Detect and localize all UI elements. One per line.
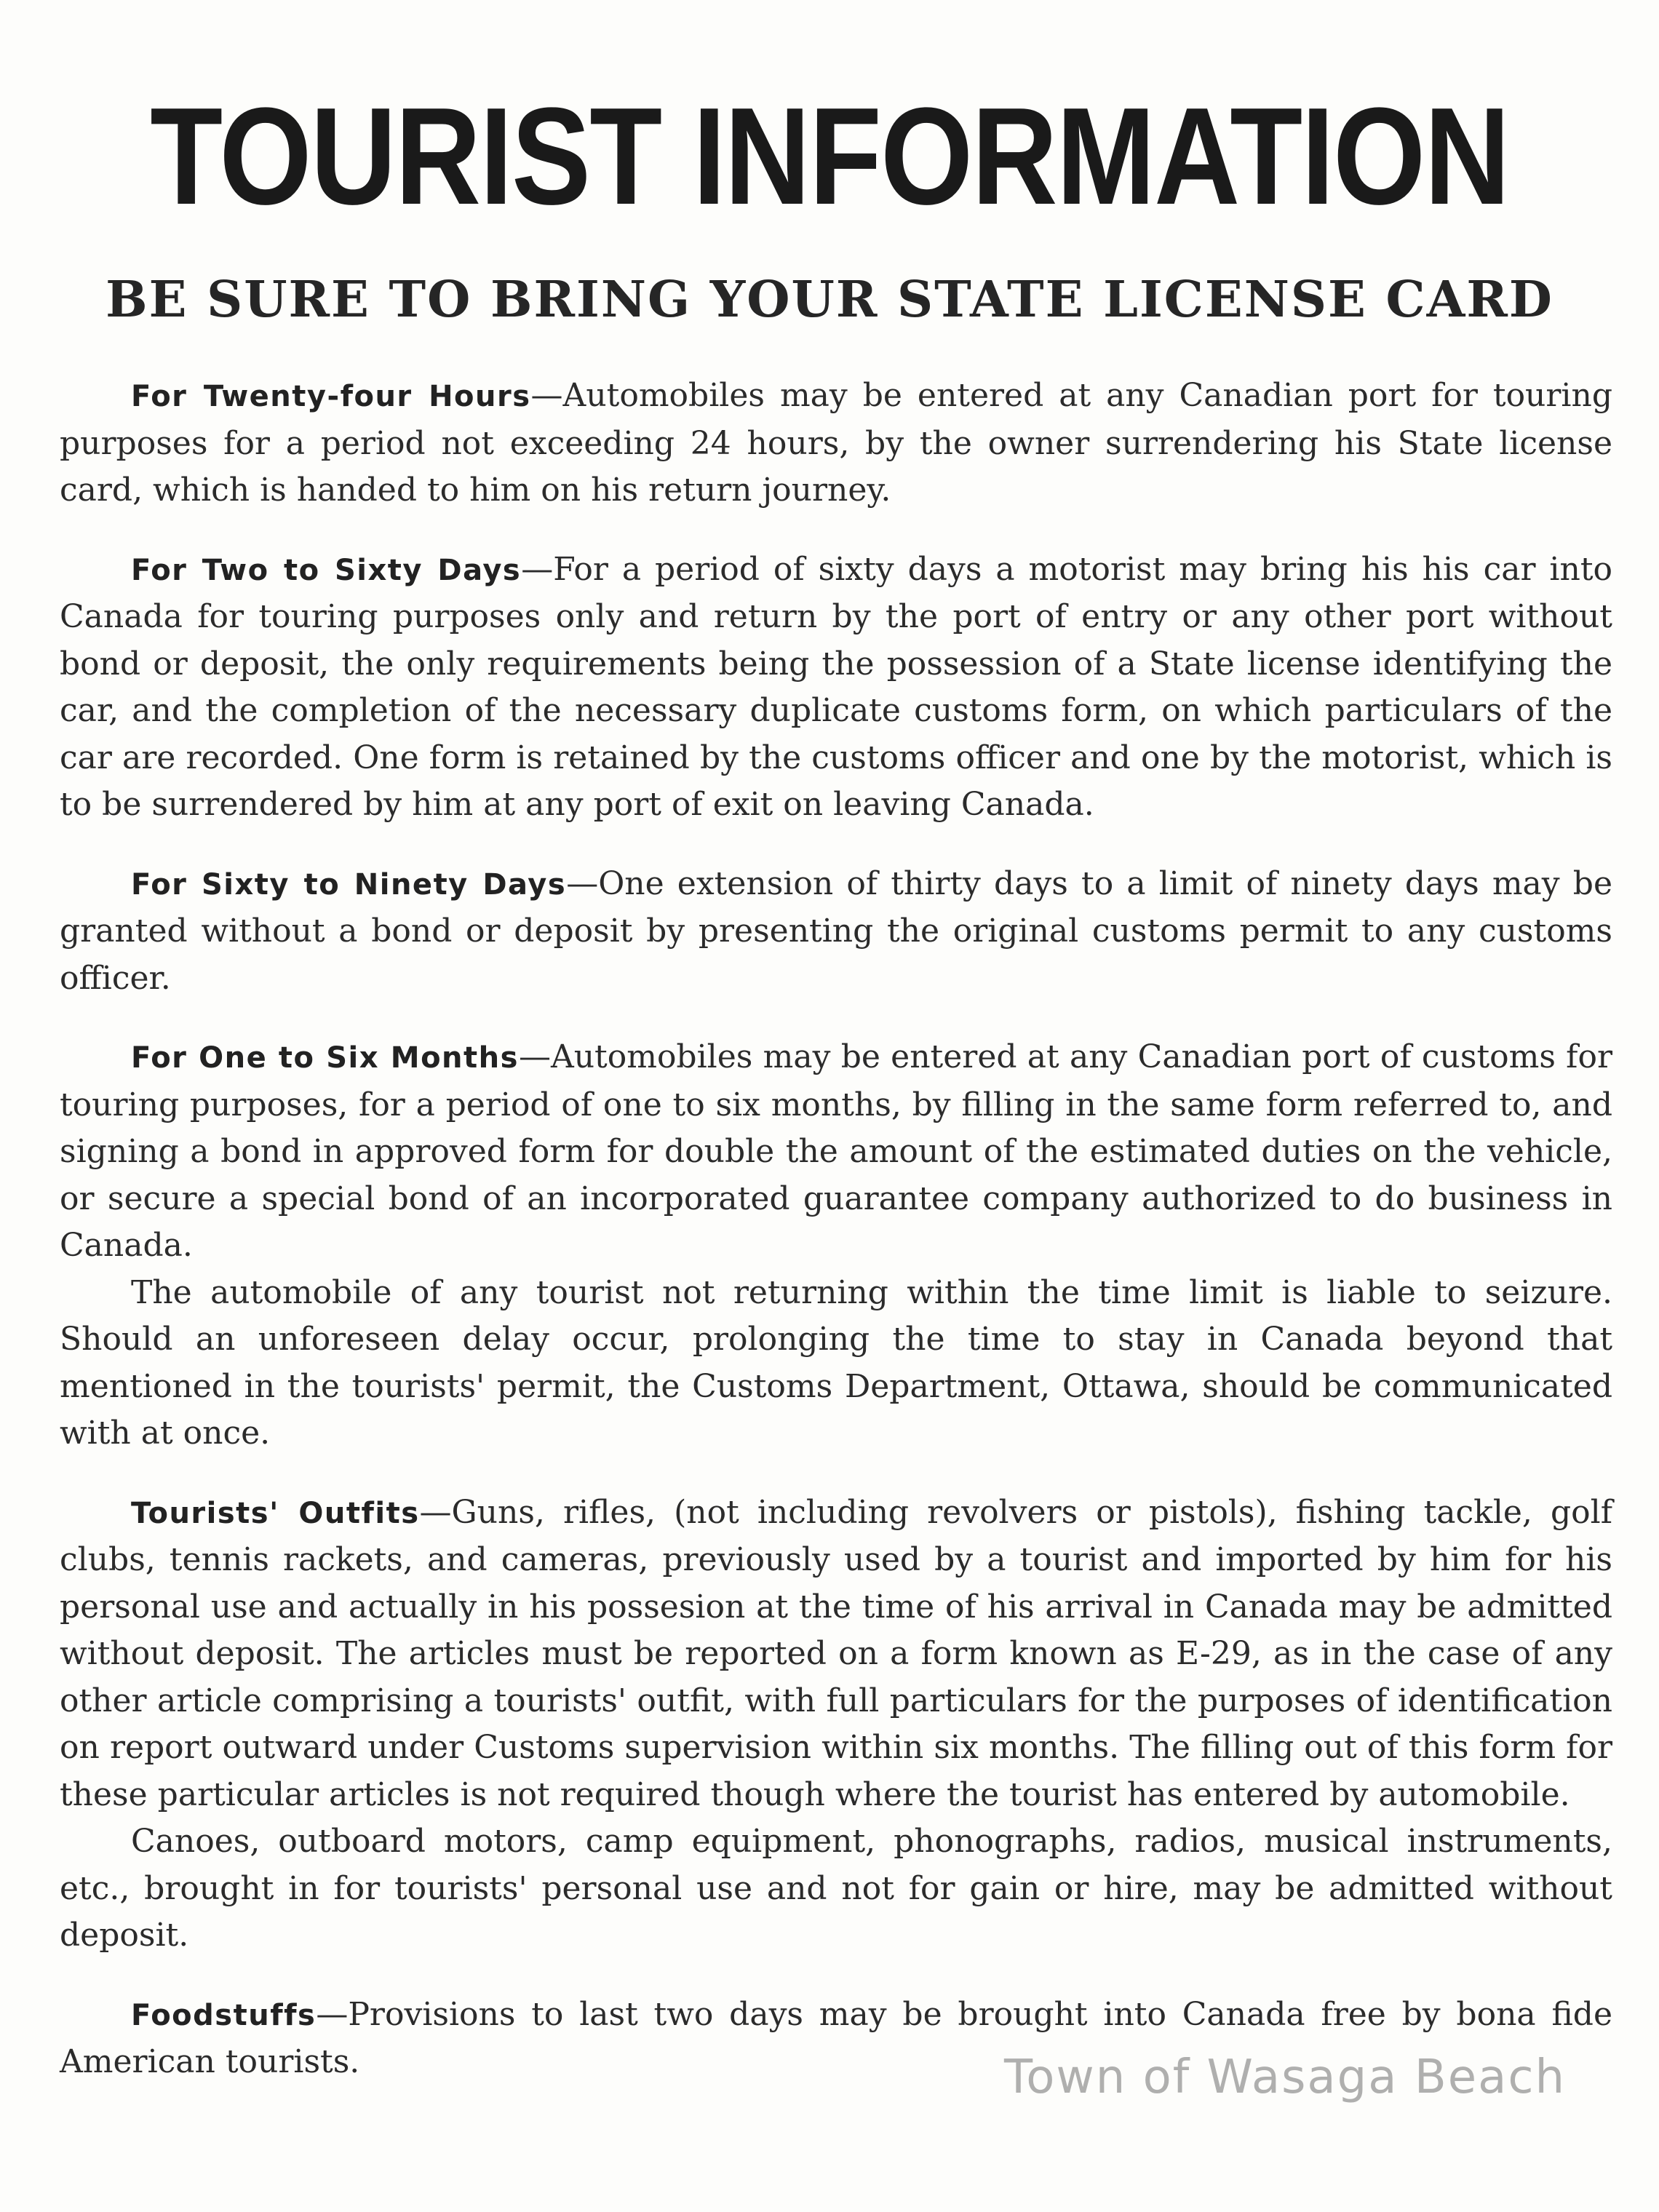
section-text: —Provisions to last two days may be brought into Canada free by bona fide American tourists.	[60, 1995, 1612, 2080]
document-body	[60, 373, 1612, 2086]
section-sixty-to-ninety-days	[60, 861, 1612, 1003]
section-two-to-sixty-days	[60, 546, 1612, 829]
section-text: —For a period of sixty days a motorist may bring his his car into Canada for touring purposes only and return by the port of entry or any other port without bond or deposit, the only requirements being the possession of a State license identifying the car, and the completion of the necessary duplicate customs form, on which particulars of the car are recorded. One form is retained by the customs officer and one by the motorist, which is to be surrendered by him at any port of exit on leaving Canada.	[60, 550, 1613, 823]
section-text: —Guns, rifles, (not including revolvers or pistols), fishing tackle, golf clubs, tennis rackets, and cameras, previously used by a tourist and imported by him for his personal use and actually in his possesion at the time of his arrival in Canada may be admitted without deposit. The articles must be reported on a form known as E-29, as in the case of any other article comprising a tourists' outfit, with full particulars for the purposes of identification on report outward under Customs supervision within six months. The filling out of this form for these particular articles is not required though where the tourist has entered by automobile.	[60, 1493, 1613, 1813]
section-one-to-six-months	[60, 1034, 1612, 1270]
section-heading: For Twenty-four Hours	[131, 380, 531, 413]
section-twenty-four-hours	[60, 373, 1612, 514]
page-subtitle: BE SURE TO BRING YOUR STATE LICENSE CARD	[106, 271, 1553, 329]
section-text: —Automobiles may be entered at any Canadian port for touring purposes for a period not exceeding 24 hours, by the owner surrendering his State license card, which is handed to him on his return journey.	[60, 377, 1613, 509]
page-title: TOURIST INFORMATION	[150, 79, 1509, 234]
section-text: —Automobiles may be entered at any Canadian port of customs for touring purposes, for a period of one to six months, by filling in the same form referred to, and signing a bond in approved form for double the amount of the estimated duties on the vehicle, or secure a special bond of an incorporated guarantee company authorized to do business in Canada.	[60, 1038, 1612, 1264]
section-heading: For One to Six Months	[131, 1041, 519, 1075]
section-tourists-outfits-continuation: Canoes, outboard motors, camp equipment, phonographs, radios, musical instruments, etc., brought in for tourists' personal use and not for gain or hire, may be admitted without deposit.	[60, 1823, 1612, 1954]
section-tourists-outfits	[60, 1489, 1612, 1819]
section-heading: Tourists' Outfits	[131, 1496, 420, 1530]
section-heading: For Two to Sixty Days	[131, 553, 522, 587]
section-text: —One extension of thirty days to a limit of ninety days may be granted without a bond or deposit by presenting the original customs permit to any customs officer.	[60, 864, 1612, 997]
watermark: Town of Wasaga Beach	[1004, 2050, 1567, 2104]
section-heading: Foodstuffs	[131, 1998, 317, 2032]
section-one-to-six-months-continuation: The automobile of any tourist not returning within the time limit is liable to seizure. Should an unforeseen delay occur, prolonging the time to stay in Canada beyond that mentioned in the tourists' permit, the Customs Department, Ottawa, should be communicated with at once.	[60, 1273, 1612, 1452]
section-heading: For Sixty to Ninety Days	[131, 867, 567, 902]
